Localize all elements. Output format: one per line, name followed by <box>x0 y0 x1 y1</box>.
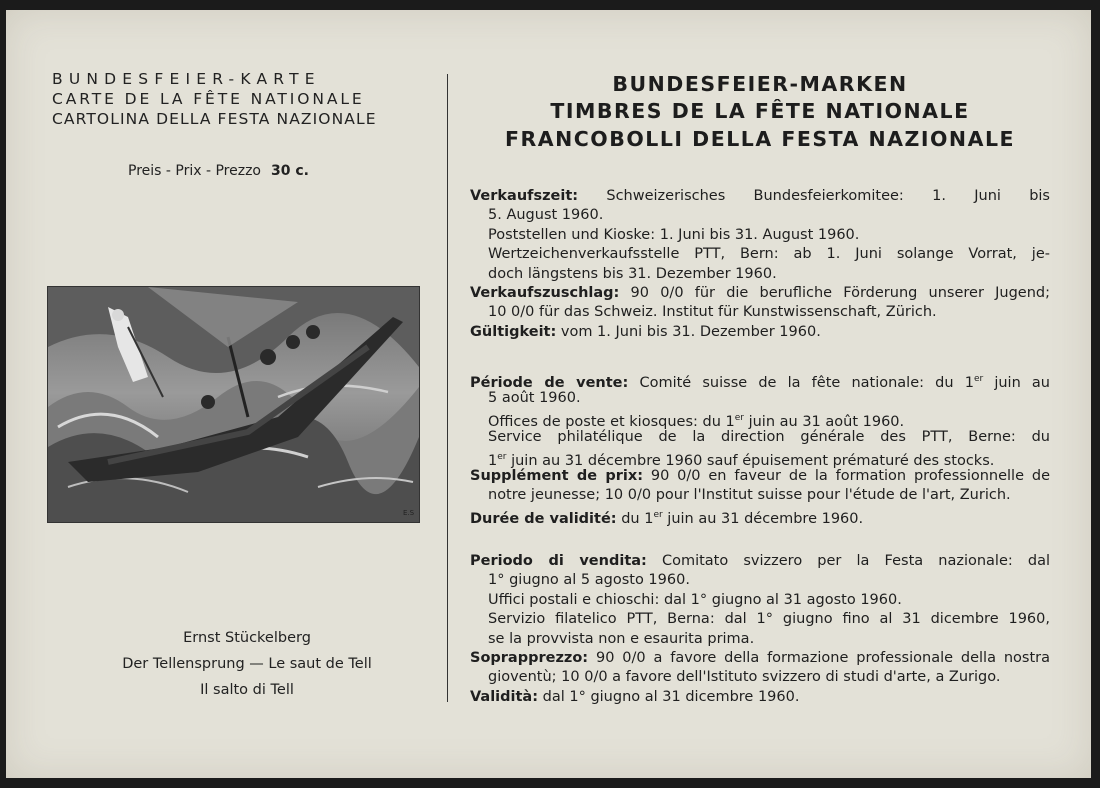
superscript: er <box>497 451 507 462</box>
postcard <box>6 10 1091 778</box>
text-segment: 90 0/0 für die berufliche Förderung unserer Jugend; <box>619 284 1050 301</box>
text-segment: juin au <box>983 375 1050 391</box>
text-line: 5. August 1960. <box>488 207 604 224</box>
svg-text:E.S: E.S <box>403 509 415 517</box>
text-segment: juin au 31 août 1960. <box>743 413 905 430</box>
text-line: 1° giugno al 5 agosto 1960. <box>488 572 690 589</box>
text-segment: dal 1° giugno al 31 dicembre 1960. <box>538 688 800 705</box>
superscript: er <box>734 412 744 423</box>
text-line <box>470 506 1050 525</box>
text-line: Service philatélique de la direction générale des PTT, Berne: du <box>488 429 1050 446</box>
text-segment: 90 0/0 a favore della formazione professionale della nostra <box>588 649 1050 666</box>
text-segment: vom 1. Juni bis 31. Dezember 1960. <box>556 323 821 340</box>
left-panel <box>6 10 452 778</box>
text-segment: Comitato svizzero per la Festa nazionale: dal <box>646 553 1050 569</box>
price-label: Preis - Prix - Prezzo <box>128 163 261 179</box>
text-line <box>470 649 1050 668</box>
text-line: Poststellen und Kioske: 1. Juni bis 31. August 1960. <box>488 226 860 243</box>
painting-boat-in-storm <box>47 286 420 523</box>
label-periodo-di-vendita: Periodo di vendita: <box>470 553 647 569</box>
text-line: Uffici postali e chioschi: dal 1° giugno al 31 agosto 1960. <box>488 591 902 608</box>
text-segment: juin au 31 décembre 1960 sauf épuisement prématuré des stocks. <box>506 452 995 469</box>
superscript: er <box>973 374 984 384</box>
text-line <box>470 448 1050 467</box>
text-line <box>470 370 1050 389</box>
text-segment: Offices de poste et kiosques: du 1 <box>488 413 735 430</box>
text-line: gioventù; 10 0/0 a favore dell'Istituto svizzero di studi d'arte, a Zurigo. <box>488 669 1001 686</box>
label-gueltigkeit: Gültigkeit: <box>470 323 557 340</box>
text-line <box>470 552 1050 571</box>
text-line: se la provvista non e esaurita prima. <box>488 630 755 647</box>
label-duree-de-validite: Durée de validité: <box>470 510 617 527</box>
caption-artist: Ernst Stückelberg <box>183 630 311 646</box>
text-line <box>470 688 1050 707</box>
text-line: 5 août 1960. <box>488 390 581 407</box>
text-line <box>470 409 1050 428</box>
paragraph-french <box>470 370 1050 525</box>
text-line: doch längstens bis 31. Dezember 1960. <box>488 265 777 282</box>
price-line <box>128 163 309 179</box>
paragraph-german <box>470 187 1050 342</box>
text-line: 10 0/0 für das Schweiz. Institut für Kunstwissenschaft, Zürich. <box>488 304 937 321</box>
text-segment: du 1 <box>616 510 654 527</box>
text-line <box>470 284 1050 303</box>
text-segment: juin au 31 décembre 1960. <box>662 510 864 527</box>
text-line <box>470 187 1050 206</box>
text-segment: Comité suisse de la fête nationale: du 1 <box>628 375 974 391</box>
stamps-title-fr: TIMBRES DE LA FÊTE NATIONALE <box>550 99 970 123</box>
label-supplement-de-prix: Supplément de prix: <box>470 467 643 484</box>
caption-title-de-fr: Der Tellensprung — Le saut de Tell <box>122 656 372 672</box>
stamps-title-it: FRANCOBOLLI DELLA FESTA NAZIONALE <box>504 127 1016 151</box>
label-soprapprezzo: Soprapprezzo: <box>470 649 589 666</box>
vertical-divider <box>447 74 448 702</box>
caption-title-it: Il salto di Tell <box>200 682 294 698</box>
price-value: 30 c. <box>271 163 309 179</box>
text-line <box>470 323 1050 342</box>
text-line <box>470 467 1050 486</box>
superscript: er <box>653 509 663 520</box>
text-line: Servizio filatelico PTT, Berna: dal 1° giugno fino al 31 dicembre 1960, <box>488 611 1050 628</box>
label-verkaufszuschlag: Verkaufszuschlag: <box>470 284 620 301</box>
paragraph-italian <box>470 552 1050 707</box>
card-heading-it: CARTOLINA DELLA FESTA NAZIONALE <box>52 110 377 128</box>
card-heading-de: BUNDESFEIER-KARTE <box>52 70 321 88</box>
text-line: Wertzeichenverkaufsstelle PTT, Bern: ab 1. Juni solange Vorrat, je- <box>488 246 1050 263</box>
label-periode-de-vente: Période de vente: <box>470 375 629 391</box>
text-line: notre jeunesse; 10 0/0 pour l'Institut suisse pour l'étude de l'art, Zurich. <box>488 487 1011 504</box>
text-segment: Schweizerisches Bundesfeierkomitee: 1. Juni bis <box>578 188 1050 204</box>
storm-painting-illustration <box>48 287 419 522</box>
text-segment: 90 0/0 en faveur de la formation professionnelle de <box>643 467 1050 484</box>
card-heading-fr: CARTE DE LA FÊTE NATIONALE <box>52 90 365 108</box>
text-segment: 1 <box>488 452 498 469</box>
label-verkaufszeit: Verkaufszeit: <box>470 188 579 204</box>
label-validita: Validità: <box>470 688 539 705</box>
stamps-title-de: BUNDESFEIER-MARKEN <box>612 72 908 96</box>
